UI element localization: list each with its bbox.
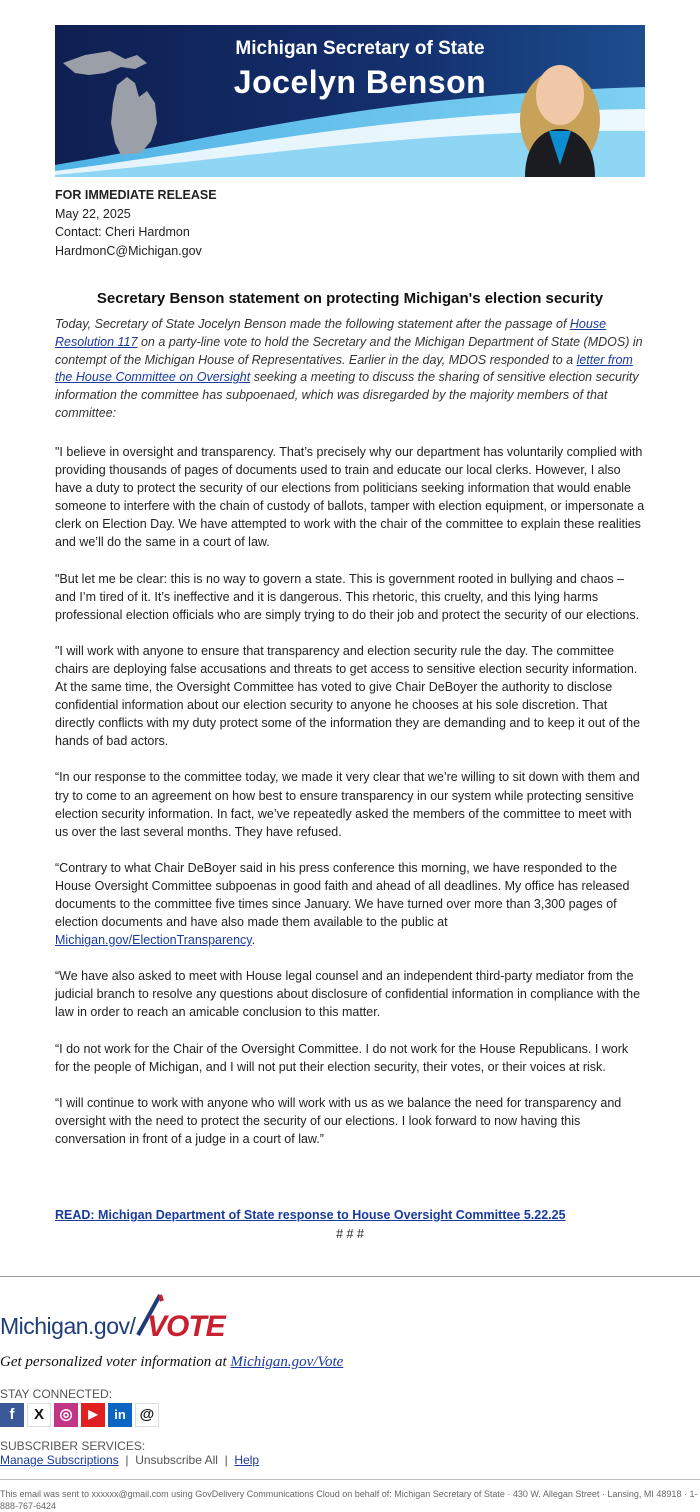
- intro-text-2: on a party-line vote to hold the Secretary and the Michigan Department of State (MDOS) in contempt of the Michigan House of Representatives. Earlier in the day, MDOS responded to a: [55, 334, 643, 367]
- intro-paragraph: [55, 316, 645, 423]
- statement-paragraph-3: "I will work with anyone to ensure that transparency and election security rule the day. The committee chairs are deploying false accusations and threats to get access to sensitive election security information. At the same time, the Oversight Committee has voted to give Chair DeBoyer the authority to disclose confidential information about our election security to anyone he chooses at his sole discretion. That directly conflicts with my duty protect some of the information they are demanding and to keep it out of the hands of bad actors.: [55, 643, 641, 749]
- intro-text-1: Today, Secretary of State Jocelyn Benson made the following statement after the passage of: [55, 317, 570, 331]
- manage-subscriptions-link[interactable]: Manage Subscriptions: [0, 1453, 119, 1467]
- oversight-letter-link[interactable]: letter from the House Committee on Oversight: [55, 352, 633, 385]
- election-transparency-link[interactable]: Michigan.gov/ElectionTransparency: [55, 933, 252, 948]
- intro-text-3: seeking a meeting to discuss the sharing of sensitive election security information the committee has subpoenaed, which was disregarded by the majority members of that committee:: [55, 370, 639, 420]
- statement-body: [55, 443, 645, 1166]
- facebook-icon[interactable]: f: [0, 1403, 24, 1427]
- statement-paragraph-5: [55, 859, 645, 949]
- page-title: Secretary Benson statement on protecting Michigan's election security: [96, 290, 604, 307]
- statement-paragraph-8: “I will continue to work with anyone who will work with us as we balance the need for transparency and oversight with the need to protect the security of our elections. I look forward to now having this conversation in front of a judge in a court of law.”: [55, 1095, 622, 1146]
- social-links: [0, 1403, 159, 1427]
- voter-info-text: Get personalized voter information at: [0, 1354, 231, 1370]
- release-info: [55, 186, 645, 260]
- house-resolution-link[interactable]: House Resolution 117: [55, 317, 607, 349]
- vote-logo-left: Michigan.gov/: [0, 1313, 136, 1339]
- statement-paragraph-2: "But let me be clear: this is no way to govern a state. This is government rooted in bullying and chaos – and I’m tired of it. It’s ineffective and it is dangerous. This rhetoric, this cruelty, and this lying harms professional election officials who are simply trying to do their job and protect the security of our elections.: [55, 571, 640, 622]
- footer-divider: [0, 1479, 700, 1480]
- statement-paragraph-4: “In our response to the committee today, we made it very clear that we’re willing to sit down with them and try to come to an agreement on how best to ensure transparency in our system while protecting sensitive election security information. In fact, we’ve repeatedly asked the members of the committee to meet with us over the last several months. They have refused.: [55, 770, 640, 839]
- release-contact: Contact: Cheri Hardmon: [55, 225, 190, 239]
- voter-info: [0, 1352, 343, 1374]
- end-marker: # # #: [336, 1227, 364, 1241]
- read-response-container: [55, 1206, 645, 1224]
- threads-icon[interactable]: @: [135, 1403, 159, 1427]
- statement-paragraph-6: “We have also asked to meet with House legal counsel and an independent third-party mediator from the judicial branch to resolve any questions about disclosure of confidential information in compliance with the law in order to reach an amicable conclusion to this matter.: [55, 969, 641, 1020]
- read-response-link[interactable]: READ: Michigan Department of State response to House Oversight Committee 5.22.25: [55, 1208, 566, 1222]
- linkedin-icon[interactable]: in: [108, 1403, 132, 1427]
- youtube-icon[interactable]: ▶: [81, 1403, 105, 1427]
- unsubscribe-all-link[interactable]: Unsubscribe All: [135, 1453, 218, 1467]
- michigan-vote-link[interactable]: Michigan.gov/Vote: [230, 1354, 344, 1370]
- release-date: May 22, 2025: [55, 206, 131, 221]
- instagram-icon[interactable]: ◎: [54, 1403, 78, 1427]
- michigan-vote-logo[interactable]: [0, 1293, 230, 1343]
- separator: |: [224, 1453, 228, 1467]
- release-label: FOR IMMEDIATE RELEASE: [55, 188, 217, 202]
- stay-connected-label: STAY CONNECTED:: [0, 1387, 113, 1401]
- statement-paragraph-5-end: .: [251, 933, 256, 948]
- vote-logo-right: VOTE: [147, 1310, 225, 1343]
- banner-title-line1: Michigan Secretary of State: [235, 38, 485, 59]
- header-banner: [55, 25, 645, 177]
- statement-paragraph-5-text: “Contrary to what Chair DeBoyer said in his press conference this morning, we have responded to the House Oversight Committee subpoenas in good faith and ahead of all deadlines. My office has released documents to the committee five times since January. We have turned over more than 3,300 pages of election documents and have also made them available to the public at: [55, 860, 630, 930]
- statement-paragraph-7: “I do not work for the Chair of the Oversight Committee. I do not work for the House Republicans. I work for the people of Michigan, and I will not put their election security, their votes, or their voices at risk.: [55, 1041, 629, 1074]
- x-icon[interactable]: X: [27, 1403, 51, 1427]
- help-link[interactable]: Help: [234, 1453, 260, 1467]
- subscriber-services-label: SUBSCRIBER SERVICES:: [0, 1439, 146, 1453]
- footer-text: This email was sent to xxxxxx@gmail.com using GovDelivery Communications Cloud on behalf of: Michigan Secretary of State · 430 W. Allegan Street · Lansing, MI 48918 · 1-888-767-6424: [0, 1489, 698, 1511]
- statement-paragraph-1: "I believe in oversight and transparency. That’s precisely why our department has voluntarily complied with providing thousands of pages of documents used to train and educate our local clerks. However, I also have a duty to protect the security of our elections from politicians seeking information that would enable someone to interfere with the chain of custody of ballots, tamper with election equipment, or impersonate a clerk on Election Day. We have attempted to work with the chair of the committee to explain these realities and we’ll do the same in a court of law.: [55, 445, 645, 550]
- separator: |: [125, 1453, 129, 1467]
- release-email: HardmonC@Michigan.gov: [55, 243, 202, 258]
- divider: [0, 1276, 700, 1277]
- banner-title-line2: Jocelyn Benson: [233, 64, 487, 100]
- subscriber-links: [0, 1452, 259, 1469]
